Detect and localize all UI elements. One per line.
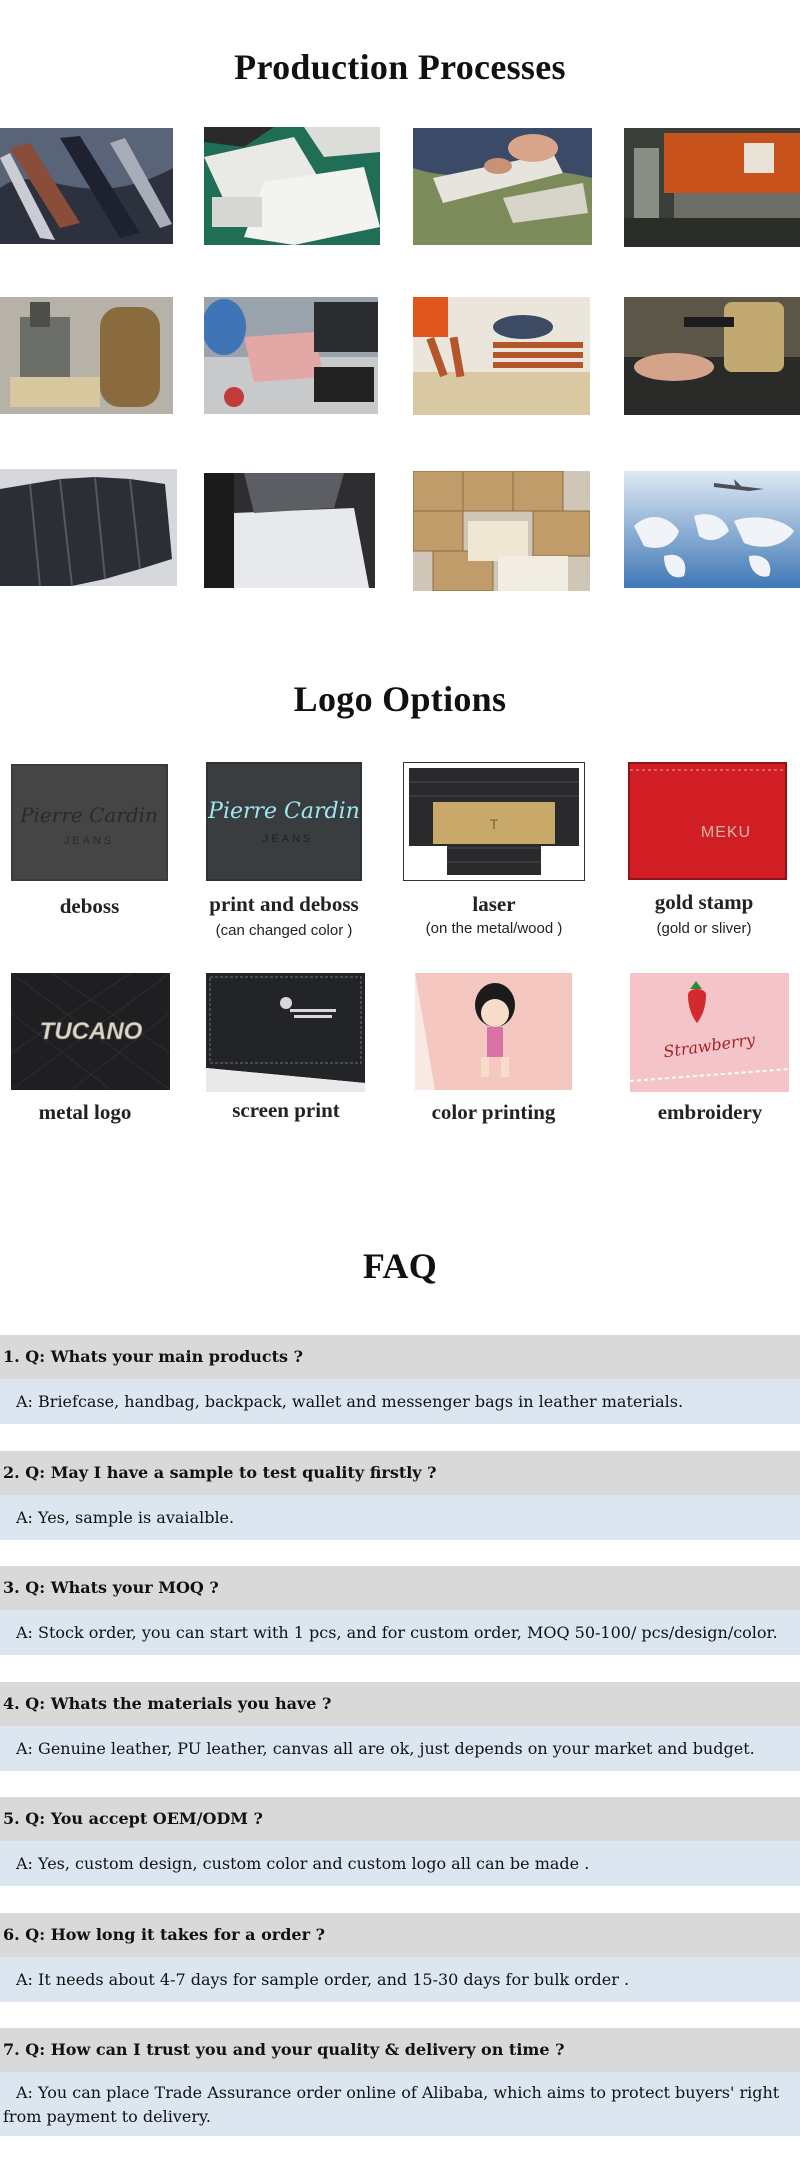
leather-strips-gluing-photo — [413, 297, 590, 415]
press-machine-photo — [0, 297, 173, 414]
logo-option-sub-gold-stamp: (gold or sliver) — [656, 920, 752, 937]
logo-option-label-deboss: deboss — [59, 894, 120, 918]
carton-boxes-photo — [413, 471, 590, 591]
faq-answer-2: A: Yes, sample is avaialble. — [0, 1495, 800, 1540]
paper-pattern-cutting-photo — [204, 127, 380, 245]
faq-question-6: 6. Q: How long it takes for a order ? — [0, 1913, 800, 1957]
worker-assembling-photo — [204, 297, 378, 414]
logo-options-title: Logo Options — [293, 679, 507, 719]
faq-title: FAQ — [362, 1246, 438, 1286]
faq-question-3: 3. Q: Whats your MOQ ? — [0, 1566, 800, 1610]
deboss-sample-image — [11, 764, 168, 881]
logo-option-label-gold-stamp: gold stamp — [654, 890, 754, 914]
faq-answer-7 — [0, 2072, 800, 2136]
faq-question-2: 2. Q: May I have a sample to test quality firstly ? — [0, 1451, 800, 1495]
metal-logo-sample-text: TUCANO — [39, 1018, 143, 1045]
gold-stamp-sample-image — [628, 762, 787, 880]
logo-option-label-embroidery: embroidery — [657, 1100, 763, 1124]
logo-option-label-color-printing: color printing — [431, 1100, 556, 1124]
cutting-machine-photo — [624, 128, 800, 247]
laser-sample-image — [403, 762, 585, 881]
finished-wallets-photo — [0, 469, 177, 586]
logo-option-label-metal-logo: metal logo — [38, 1100, 132, 1124]
deboss-sample-text-1: Pierre Cardin — [20, 803, 158, 827]
color-printing-sample-image — [415, 973, 572, 1090]
embroidery-sample-image — [630, 973, 789, 1092]
logo-option-label-print-and-deboss: print and deboss — [209, 892, 359, 916]
faq-question-1: 1. Q: Whats your main products ? — [0, 1335, 800, 1379]
faq-answer-1: A: Briefcase, handbag, backpack, wallet and messenger bags in leather materials. — [0, 1379, 800, 1424]
leather-cutting-photo — [413, 128, 592, 245]
laser-sample-mark: T — [489, 816, 499, 832]
faq-answer-5: A: Yes, custom design, custom color and custom logo all can be made . — [0, 1841, 800, 1886]
logo-option-label-laser: laser — [472, 892, 516, 916]
metal-logo-sample-image — [11, 973, 170, 1090]
production-title: Production Processes — [234, 47, 566, 87]
print-sample-text-2: JEANS — [262, 833, 314, 845]
gold-stamp-sample-text: MEKU — [700, 824, 752, 841]
faq-answer-4: A: Genuine leather, PU leather, canvas all are ok, just depends on your market and budget. — [0, 1726, 800, 1771]
print-sample-text-1: Pierre Cardin — [208, 799, 360, 824]
screen-print-sample-image — [206, 973, 365, 1092]
logo-option-label-screen-print: screen print — [232, 1098, 340, 1122]
print-and-deboss-sample-image — [206, 762, 362, 881]
logo-option-sub-laser: (on the metal/wood ) — [425, 920, 563, 937]
folded-leather-belts-photo — [0, 128, 173, 244]
packaging-photo — [204, 473, 375, 588]
faq-answer-6: A: It needs about 4-7 days for sample order, and 15-30 days for bulk order . — [0, 1957, 800, 2002]
logo-option-sub-print-and-deboss: (can changed color ) — [215, 922, 353, 939]
faq-answer-7-text: A: You can place Trade Assurance order online of Alibaba, which aims to protect buyers' right from payment to delivery. — [3, 2083, 780, 2126]
faq-answer-3: A: Stock order, you can start with 1 pcs, and for custom order, MOQ 50-100/ pcs/design/color. — [0, 1610, 800, 1655]
sewing-machine-photo — [624, 297, 800, 415]
faq-question-5: 5. Q: You accept OEM/ODM ? — [0, 1797, 800, 1841]
deboss-sample-text-2: JEANS — [63, 835, 115, 847]
faq-question-4: 4. Q: Whats the materials you have ? — [0, 1682, 800, 1726]
shipping-world-map-photo — [624, 471, 800, 588]
embroidery-sample-text: Strawberry — [662, 1029, 757, 1062]
faq-question-7: 7. Q: How can I trust you and your quality & delivery on time ? — [0, 2028, 800, 2072]
